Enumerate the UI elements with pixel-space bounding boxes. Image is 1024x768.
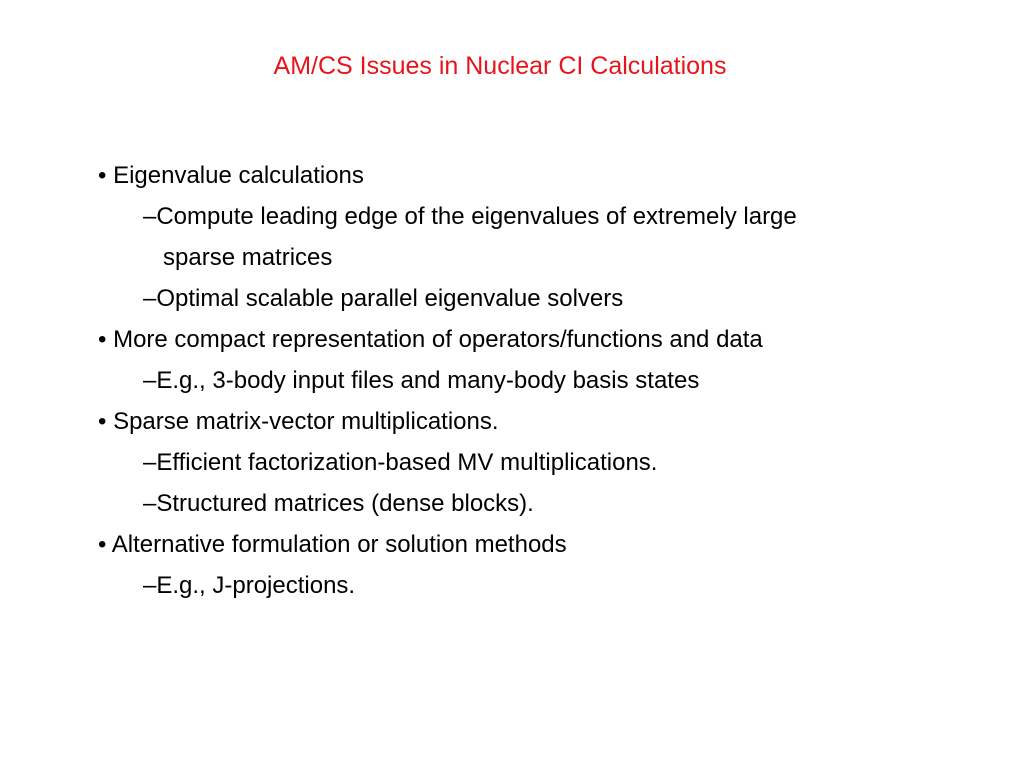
bullet-sparse-matvec: • Sparse matrix-vector multiplications.: [98, 408, 499, 435]
sub-bullet-3-body-input: –E.g., 3-body input files and many-body basis states: [143, 367, 700, 394]
sub-bullet-structured-matrices: –Structured matrices (dense blocks).: [143, 490, 534, 517]
sub-bullet-continuation: sparse matrices: [163, 244, 333, 271]
bullet-alternative-formulation: • Alternative formulation or solution methods: [98, 531, 567, 558]
sub-bullet-parallel-solvers: –Optimal scalable parallel eigenvalue solvers: [143, 285, 624, 312]
slide-title: AM/CS Issues in Nuclear CI Calculations: [273, 52, 727, 80]
sub-bullet-factorization-mv: –Efficient factorization-based MV multiplications.: [143, 449, 658, 476]
bullet-eigenvalue-calculations: • Eigenvalue calculations: [98, 162, 364, 189]
sub-bullet-compute-leading-edge: –Compute leading edge of the eigenvalues of extremely large: [143, 203, 797, 230]
bullet-list: [98, 155, 998, 606]
sub-bullet-j-projections: –E.g., J-projections.: [143, 572, 356, 599]
bullet-compact-representation: • More compact representation of operators/functions and data: [98, 326, 763, 353]
